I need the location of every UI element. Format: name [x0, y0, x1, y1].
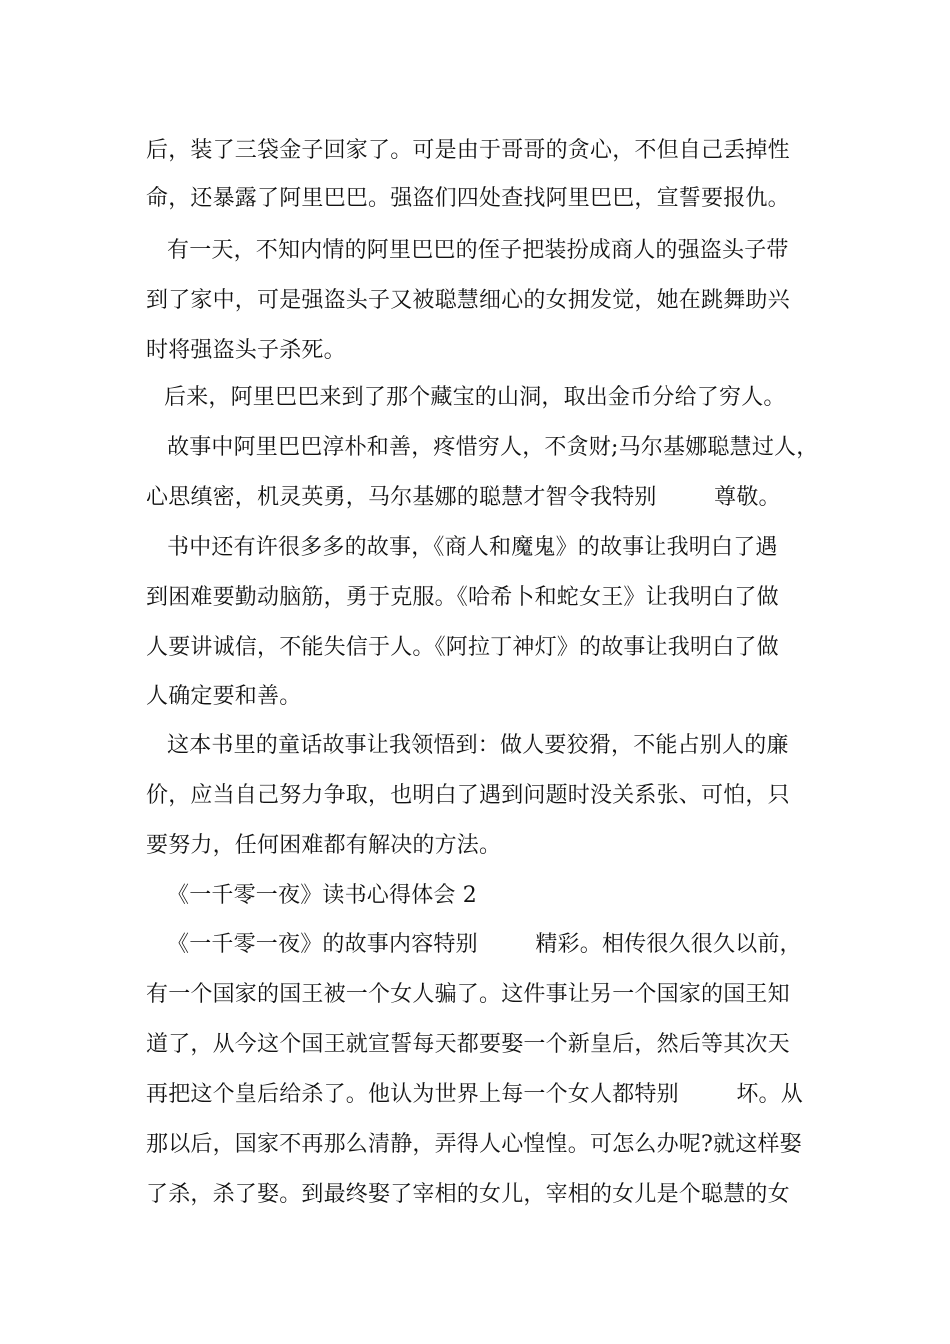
- text-line: 了杀，杀了娶。到最终娶了宰相的女儿，宰相的女儿是个聪慧的女: [146, 1182, 790, 1207]
- text-line: 要努力，任何困难都有解决的方法。: [146, 833, 502, 858]
- text-line: 价，应当自己努力争取，也明白了遇到问题时没关系张、可怕，只: [146, 783, 790, 808]
- section-heading: 《一千零一夜》读书心得体会 2: [167, 883, 477, 908]
- text-line: 后，装了三袋金子回家了。可是由于哥哥的贪心，不但自己丢掉性: [146, 138, 790, 163]
- text-line: 道了，从今这个国王就宣誓每天都要娶一个新皇后，然后等其次天: [146, 1032, 790, 1057]
- text-line: 人要讲诚信，不能失信于人。《阿拉丁神灯》的故事让我明白了做: [146, 635, 779, 660]
- text-line: 再把这个皇后给杀了。他认为世界上每一个女人都特别 坏。从: [146, 1082, 803, 1107]
- text-line: 有一天，不知内情的阿里巴巴的侄子把装扮成商人的强盗头子带: [167, 238, 789, 263]
- text-line: 到了家中，可是强盗头子又被聪慧细心的女拥发觉，她在跳舞助兴: [146, 288, 790, 313]
- text-line: 有一个国家的国王被一个女人骗了。这件事让另一个国家的国王知: [146, 982, 790, 1007]
- text-line: 《一千零一夜》的故事内容特别 精彩。相传很久很久以前，: [167, 932, 802, 957]
- text-line: 这本书里的童话故事让我领悟到：做人要狡猾，不能占别人的廉: [167, 733, 789, 758]
- text-line: 书中还有许很多多的故事，《商人和魔鬼》的故事让我明白了遇: [167, 535, 778, 560]
- text-line: 后来，阿里巴巴来到了那个藏宝的山洞，取出金币分给了穷人。: [164, 385, 786, 410]
- text-line: 命，还暴露了阿里巴巴。强盗们四处查找阿里巴巴，宣誓要报仇。: [146, 186, 790, 211]
- text-line: 人确定要和善。: [146, 684, 302, 709]
- text-line: 时将强盗头子杀死。: [146, 338, 346, 363]
- text-line: 心思缜密，机灵英勇，马尔基娜的聪慧才智令我特别 尊敬。: [146, 485, 781, 510]
- text-line: 那以后，国家不再那么清静，弄得人心惶惶。可怎么办呢?就这样娶: [146, 1132, 802, 1157]
- text-line: 到困难要勤动脑筋，勇于克服。《哈希卜和蛇女王》让我明白了做: [146, 585, 779, 610]
- text-line: 故事中阿里巴巴淳朴和善，疼惜穷人，不贪财;马尔基娜聪慧过人，: [167, 435, 819, 460]
